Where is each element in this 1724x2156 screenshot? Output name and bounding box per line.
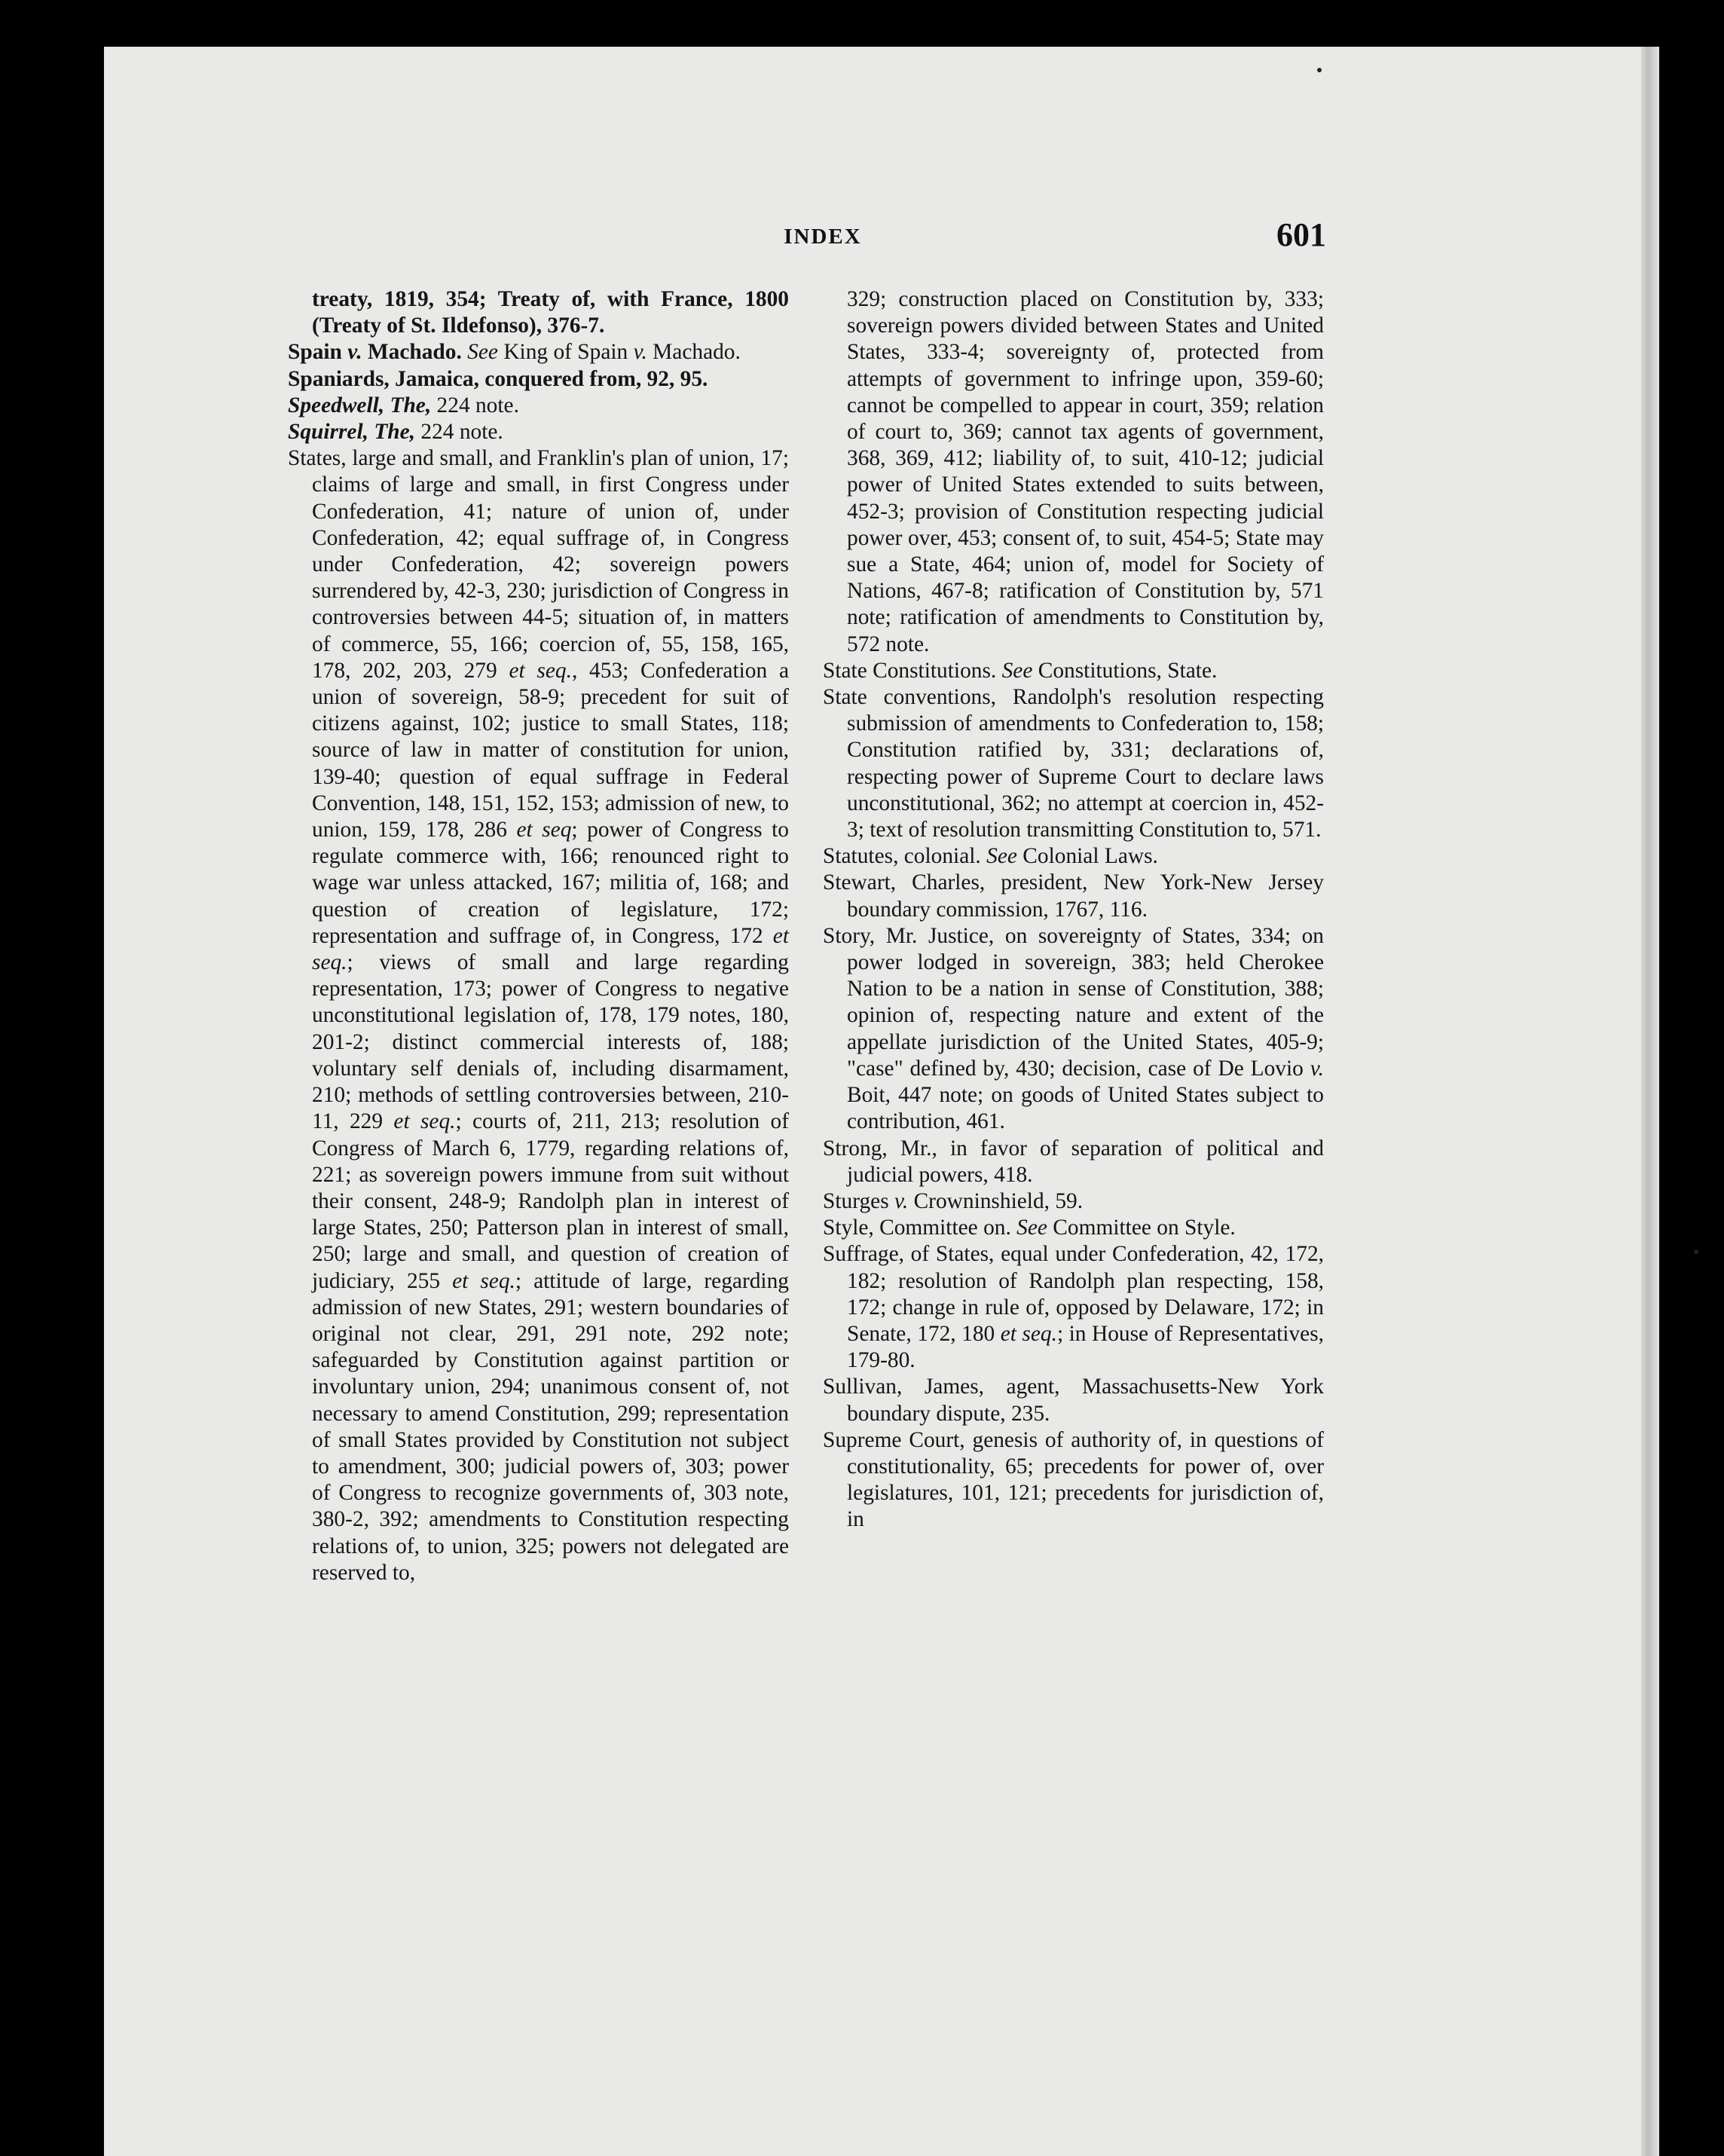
- index-entry: [823, 1136, 1324, 1188]
- index-entry-text: et seq: [516, 818, 572, 843]
- index-entry: [823, 1188, 1324, 1215]
- index-entry-text: Spaniards, Jamaica, conquered from, 92, 95.: [288, 366, 708, 391]
- index-entry-text: See: [467, 340, 498, 365]
- index-entry-text: See: [986, 844, 1017, 869]
- index-entry: [823, 923, 1324, 1136]
- index-entry-text: Sullivan, James, agent, Massachusetts-New York boundary dispute, 235.: [823, 1375, 1324, 1426]
- index-entry-text: State Constitutions.: [823, 658, 1002, 683]
- index-column-right: [823, 286, 1324, 1534]
- index-entry: [288, 366, 789, 393]
- index-entry-text: v.: [894, 1188, 909, 1213]
- index-entry-text: Strong, Mr., in favor of separation of political and judicial powers, 418.: [823, 1136, 1324, 1187]
- index-entry-text: 224 note.: [415, 420, 503, 445]
- index-entry: [288, 393, 789, 419]
- index-entry-text: Style, Committee on.: [823, 1216, 1017, 1240]
- dust-speck: [1317, 68, 1322, 72]
- index-entry-text: Constitutions, State.: [1032, 658, 1218, 683]
- index-entry-text: Stewart, Charles, president, New York-New Jersey boundary commission, 1767, 116.: [823, 870, 1324, 922]
- index-entry-text: See: [1016, 1216, 1047, 1240]
- index-entry-text: ; courts of, 211, 213; resolution of Congress of March 6, 1779, regarding relations of, 221; as sovereign powers immune from suit without their consent, 248-9; Randolph plan in interest of large States, 250; Patterson plan in interest of small, 250; large and small, and question of creation of judiciary, 255: [312, 1109, 789, 1293]
- index-entry: [288, 419, 789, 445]
- index-entry-text: treaty, 1819, 354; Treaty of, with France, 1800 (Treaty of St. Ildefonso), 376-7.: [312, 287, 789, 338]
- index-entry-text: Boit, 447 note; on goods of United States subject to contribution, 461.: [847, 1083, 1324, 1134]
- page-number: 601: [1276, 216, 1326, 253]
- index-entry: [823, 1427, 1324, 1534]
- index-entry: [823, 1215, 1324, 1241]
- index-entry: [823, 843, 1324, 870]
- scan-right-margin: [1659, 0, 1724, 2156]
- index-entry-text: 329; construction placed on Constitution by, 333; sovereign powers divided between States and United States, 333-4; sovereignty of, protected from attempts of government to infringe upon, 359-60; cannot be compelled to appear in court, 359; relation of court to, 369; cannot tax agents of government, 368, 369, 412; liability of, to suit, 410-12; judicial power of United States extended to suits between, 452-3; provision of Constitution respecting judicial power over, 453; consent of, to suit, 454-5; State may sue a State, 464; union of, model for Society of Nations, 467-8; ratification of Constitution by, 571 note; ratification of amendments to Constitution by, 572 note.: [847, 287, 1324, 656]
- index-entry-text: Colonial Laws.: [1016, 844, 1158, 869]
- index-entry: [823, 286, 1324, 658]
- index-entry: [288, 339, 789, 365]
- index-entry-text: et seq.: [312, 923, 789, 975]
- index-entry-text: v.: [633, 340, 647, 365]
- index-column-left: [288, 286, 789, 1586]
- index-entry-text: See: [1001, 658, 1033, 683]
- index-entry-text: Crowninshield, 59.: [908, 1188, 1084, 1213]
- index-entry-text: v.: [1310, 1056, 1324, 1081]
- index-entry-text: , 453; Confederation a union of sovereign, 58-9; precedent for suit of citizens against, 102; justice to small States, 118; source of law in matter of constitution for union, 139-40; question of equal suffrage in Federal Convention, 148, 151, 152, 153; admission of new, to union, 159, 178, 286: [312, 658, 789, 843]
- index-entry: [288, 445, 789, 1586]
- index-entry-text: Suffrage, of States, equal under Confederation, 42, 172, 182; resolution of Randolph plan respecting, 158, 172; change in rule of, opposed by Delaware, 172; in Senate, 172, 180: [823, 1242, 1324, 1346]
- index-entry-text: Speedwell, The,: [288, 393, 432, 417]
- index-entry-text: ; views of small and large regarding representation, 173; power of Congress to negative unconstitutional legislation of, 178, 179 notes, 180, 201-2; distinct commercial interests of, 188; voluntary self denials of, including disarmament, 210; methods of settling controversies between, 210-11, 229: [312, 950, 789, 1134]
- index-entry-text: Story, Mr. Justice, on sovereignty of States, 334; on power lodged in sovereign, 383; held Cherokee Nation to be a nation in sense of Constitution, 388; opinion of, respecting nature and extent of the appellate jurisdiction of the United States, 405-9; "case" defined by, 430; decision, case of De Lovio: [823, 923, 1324, 1081]
- index-entry-text: et seq.: [509, 658, 572, 683]
- index-entry-text: Squirrel, The,: [288, 420, 416, 445]
- index-entry-text: King of Spain: [497, 340, 634, 365]
- index-entry-text: v.: [347, 340, 362, 365]
- index-entry: [823, 658, 1324, 684]
- index-entry: [288, 286, 789, 339]
- index-entry-text: Committee on Style.: [1047, 1216, 1236, 1240]
- index-entry-text: et seq.: [452, 1268, 515, 1293]
- index-entry-text: Machado.: [362, 340, 468, 365]
- index-entry: [823, 1241, 1324, 1374]
- page-edge-shadow: [1641, 47, 1659, 2156]
- index-entry-text: States, large and small, and Franklin's plan of union, 17; claims of large and small, in first Congress under Confederation, 41; nature of union of, under Confederation, 42; equal suffrage of, in Congress under Confederation, 42; sovereign powers surrendered by, 42-3, 230; jurisdiction of Congress in controversies between 44-5; situation of, in matters of commerce, 55, 166; coercion of, 55, 158, 165, 178, 202, 203, 279: [288, 446, 789, 683]
- index-entry-text: State conventions, Randolph's resolution respecting submission of amendments to Confederation to, 158; Constitution ratified by, 331; declarations of, respecting power of Supreme Court to declare laws unconstitutional, 362; no attempt at coercion in, 452-3; text of resolution transmitting Constitution to, 571.: [823, 685, 1324, 843]
- dust-speck: [1694, 1249, 1698, 1254]
- index-entry-text: et seq.: [393, 1109, 456, 1134]
- index-entry: [823, 684, 1324, 843]
- index-entry-text: ; power of Congress to regulate commerce with, 166; renounced right to wage war unless attacked, 167; militia of, 168; and question of creation of legislature, 172; representation and suffrage of, in Congress, 172: [312, 818, 789, 948]
- index-entry-text: Supreme Court, genesis of authority of, in questions of constitutionality, 65; precedents for power of, over legislatures, 101, 121; precedents for jurisdiction of, in: [823, 1427, 1324, 1532]
- index-entry-text: et seq.: [1000, 1321, 1057, 1346]
- index-entry-text: Sturges: [823, 1188, 894, 1213]
- index-entry-text: 224 note.: [431, 393, 519, 417]
- index-entry-text: Machado.: [646, 340, 741, 365]
- index-entry-text: Spain: [288, 340, 348, 365]
- index-entry-text: Statutes, colonial.: [823, 844, 987, 869]
- index-entry-text: ; attitude of large, regarding admission of new States, 291; western boundaries of original not clear, 291, 291 note, 292 note; safeguarded by Constitution against partition or involuntary union, 294; unanimous consent of, not necessary to amend Constitution, 299; representation of small States provided by Constitution not subject to amendment, 300; judicial powers of, 303; power of Congress to recognize governments of, 303 note, 380-2, 392; amendments to Constitution respecting relations of, to union, 325; powers not delegated are reserved to,: [312, 1268, 789, 1585]
- running-header: INDEX: [784, 225, 862, 249]
- index-entry: [823, 870, 1324, 922]
- index-entry: [823, 1374, 1324, 1427]
- index-entry-text: ; in House of Representatives, 179-80.: [847, 1321, 1324, 1373]
